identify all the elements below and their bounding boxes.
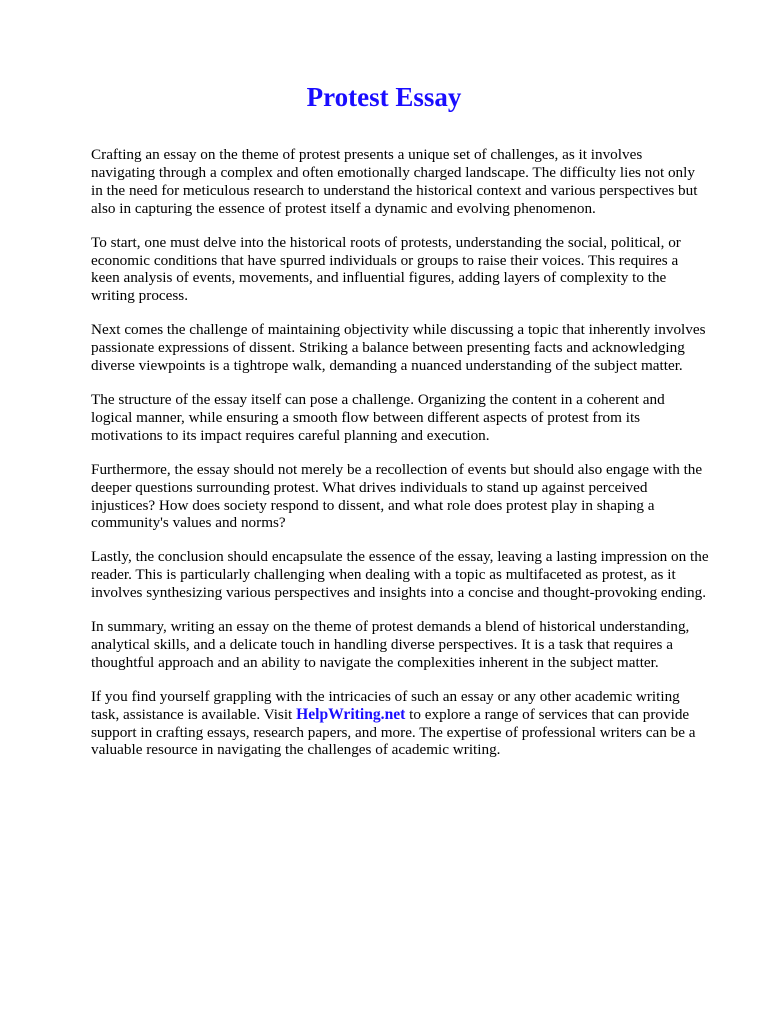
paragraph-line: deeper questions surrounding protest. What drives individuals to stand up against perceived bbox=[91, 478, 648, 496]
essay-paragraph bbox=[91, 146, 731, 218]
paragraph-line: motivations to its impact requires careful planning and execution. bbox=[91, 426, 490, 444]
paragraph-line: writing process. bbox=[91, 287, 189, 305]
essay-paragraph bbox=[91, 548, 731, 602]
helpwriting-link[interactable]: HelpWriting.net bbox=[296, 705, 406, 723]
paragraph-line: valuable resource in navigating the challenges of academic writing. bbox=[91, 741, 501, 759]
paragraph-line: in the need for meticulous research to understand the historical context and various perspectives but bbox=[91, 181, 698, 199]
paragraph-line: navigating through a complex and often emotionally charged landscape. The difficulty lies not only bbox=[91, 163, 695, 181]
paragraph-line bbox=[91, 706, 731, 724]
essay-paragraph bbox=[91, 391, 731, 445]
paragraph-line: In summary, writing an essay on the theme of protest demands a blend of historical understanding, bbox=[91, 618, 690, 636]
essay-paragraph bbox=[91, 321, 731, 375]
closing-paragraph bbox=[91, 688, 731, 760]
paragraph-line: The structure of the essay itself can pose a challenge. Organizing the content in a coherent and bbox=[91, 390, 665, 408]
paragraph-line: logical manner, while ensuring a smooth flow between different aspects of protest from its bbox=[91, 408, 641, 426]
paragraph-line: Furthermore, the essay should not merely be a recollection of events but should also engage with the bbox=[91, 460, 703, 478]
essay-body bbox=[91, 146, 731, 775]
paragraph-line: analytical skills, and a delicate touch in handling diverse perspectives. It is a task that requires a bbox=[91, 635, 673, 653]
paragraph-line: thoughtful approach and an ability to navigate the complexities inherent in the subject matter. bbox=[91, 653, 659, 671]
paragraph-line: support in crafting essays, research papers, and more. The expertise of professional writers can be a bbox=[91, 723, 696, 741]
line-text: to explore a range of services that can provide bbox=[405, 705, 690, 723]
paragraph-list bbox=[91, 146, 731, 672]
paragraph-line: Next comes the challenge of maintaining objectivity while discussing a topic that inherently involves bbox=[91, 321, 706, 339]
page-title: Protest Essay bbox=[306, 82, 462, 112]
paragraph-line: injustices? How does society respond to dissent, and what role does protest play in shaping a bbox=[91, 496, 655, 514]
paragraph-line: Crafting an essay on the theme of protest presents a unique set of challenges, as it involves bbox=[91, 146, 643, 163]
paragraph-line: community's values and norms? bbox=[91, 514, 286, 532]
paragraph-line: If you find yourself grappling with the intricacies of such an essay or any other academic writing bbox=[91, 687, 680, 705]
paragraph-line: passionate expressions of dissent. Striking a balance between presenting facts and acknowledging bbox=[91, 339, 685, 357]
paragraph-line: involves synthesizing various perspectives and insights into a concise and thought-provoking ending. bbox=[91, 584, 706, 602]
paragraph-line: diverse viewpoints is a tightrope walk, demanding a nuanced understanding of the subject matter. bbox=[91, 357, 683, 375]
paragraph-line: reader. This is particularly challenging when dealing with a topic as multifaceted as protest, as it bbox=[91, 566, 676, 584]
essay-paragraph bbox=[91, 618, 731, 672]
paragraph-line: To start, one must delve into the historical roots of protests, understanding the social, political, or bbox=[91, 233, 681, 251]
paragraph-line: also in capturing the essence of protest itself a dynamic and evolving phenomenon. bbox=[91, 199, 596, 217]
line-text: task, assistance is available. Visit bbox=[91, 705, 297, 723]
paragraph-line: economic conditions that have spurred individuals or groups to raise their voices. This requires a bbox=[91, 251, 679, 269]
essay-paragraph bbox=[91, 461, 731, 533]
essay-paragraph bbox=[91, 234, 731, 306]
paragraph-line: keen analysis of events, movements, and influential figures, adding layers of complexity to the bbox=[91, 269, 667, 287]
paragraph-line: Lastly, the conclusion should encapsulate the essence of the essay, leaving a lasting impression on the bbox=[91, 548, 709, 566]
